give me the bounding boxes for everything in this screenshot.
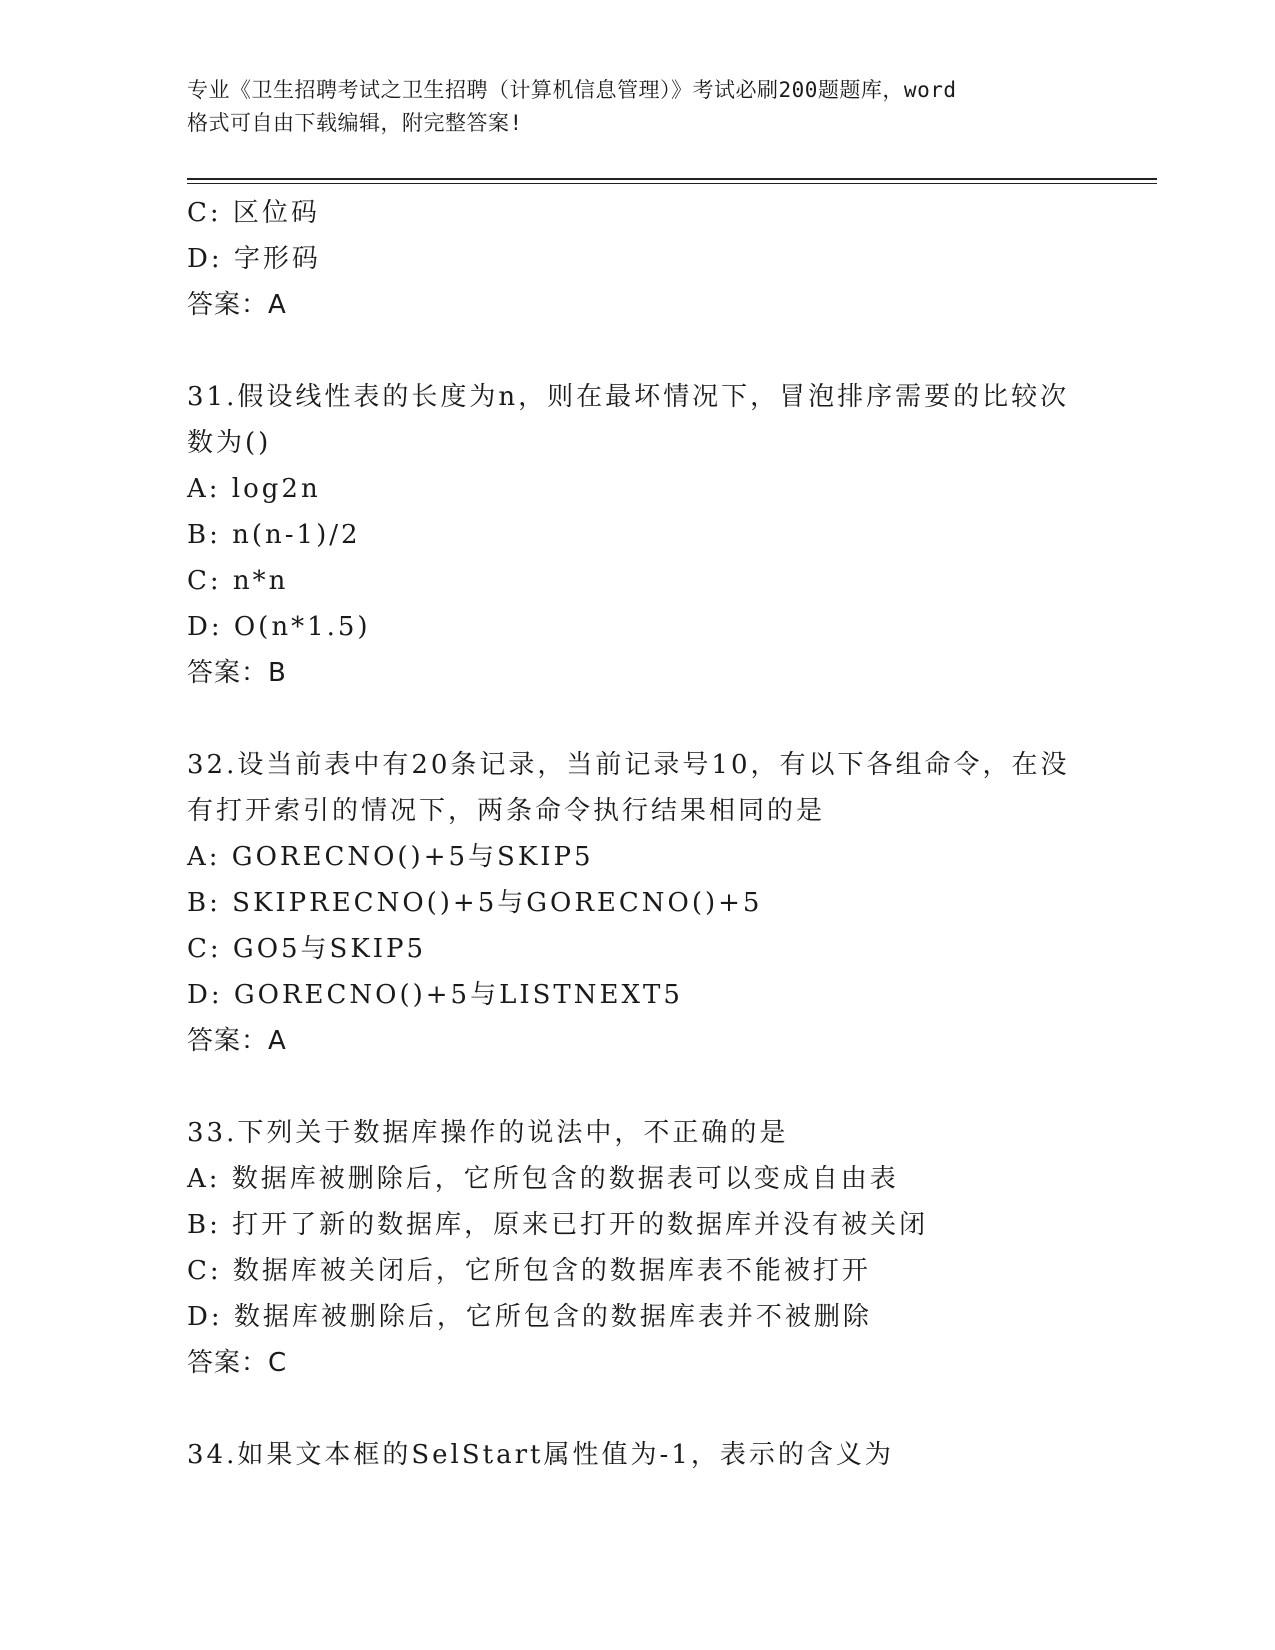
- question-32: [187, 742, 1087, 1064]
- option-d: D: GORECNO()+5与LISTNEXT5: [187, 980, 683, 1010]
- option-d: D: 数据库被删除后，它所包含的数据库表并不被删除: [187, 1302, 872, 1332]
- answer-line: 答案：A: [187, 290, 287, 320]
- option-b: B: n(n-1)/2: [187, 520, 361, 550]
- answer-line: 答案：B: [187, 658, 287, 688]
- spacer: [187, 1064, 1087, 1110]
- option-a: A: log2n: [187, 474, 321, 504]
- question-31: [187, 374, 1087, 696]
- question-30-continuation: [187, 190, 1087, 328]
- document-header: [187, 74, 1097, 140]
- option-c: C: 数据库被关闭后，它所包含的数据库表不能被打开: [187, 1256, 871, 1286]
- header-divider: [187, 178, 1157, 180]
- option-c: C: GO5与SKIP5: [187, 934, 427, 964]
- answer-line: 答案：A: [187, 1026, 287, 1056]
- option-a: A: 数据库被删除后，它所包含的数据表可以变成自由表: [187, 1164, 899, 1194]
- option-b: B: 打开了新的数据库，原来已打开的数据库并没有被关闭: [187, 1210, 929, 1240]
- question-33: [187, 1110, 1087, 1386]
- option-c: C: n*n: [187, 566, 289, 596]
- header-title-line-2: 格式可自由下载编辑，附完整答案!: [187, 111, 523, 135]
- question-stem: 33.下列关于数据库操作的说法中，不正确的是: [187, 1118, 789, 1148]
- answer-line: 答案：C: [187, 1348, 288, 1378]
- option-a: A: GORECNO()+5与SKIP5: [187, 842, 594, 872]
- spacer: [187, 696, 1087, 742]
- option-d: D: 字形码: [187, 244, 321, 274]
- option-d: D: O(n*1.5): [187, 612, 371, 642]
- option-b: B: SKIPRECNO()+5与GORECNO()+5: [187, 888, 763, 918]
- question-stem: 34.如果文本框的SelStart属性值为-1，表示的含义为: [187, 1440, 894, 1470]
- header-title-line-1: 专业《卫生招聘考试之卫生招聘（计算机信息管理）》考试必刷200题题库，word: [187, 78, 957, 102]
- spacer: [187, 328, 1087, 374]
- spacer: [187, 1386, 1087, 1432]
- question-34: [187, 1432, 1087, 1478]
- header-divider-thin: [187, 183, 1157, 184]
- question-stem: 有打开索引的情况下，两条命令执行结果相同的是: [187, 796, 826, 826]
- question-stem: 32.设当前表中有20条记录，当前记录号10，有以下各组命令，在没: [187, 750, 1070, 780]
- question-stem: 数为(): [187, 428, 272, 458]
- option-c: C: 区位码: [187, 198, 320, 228]
- question-stem: 31.假设线性表的长度为n，则在最坏情况下，冒泡排序需要的比较次: [187, 382, 1070, 412]
- question-list: [187, 190, 1087, 1478]
